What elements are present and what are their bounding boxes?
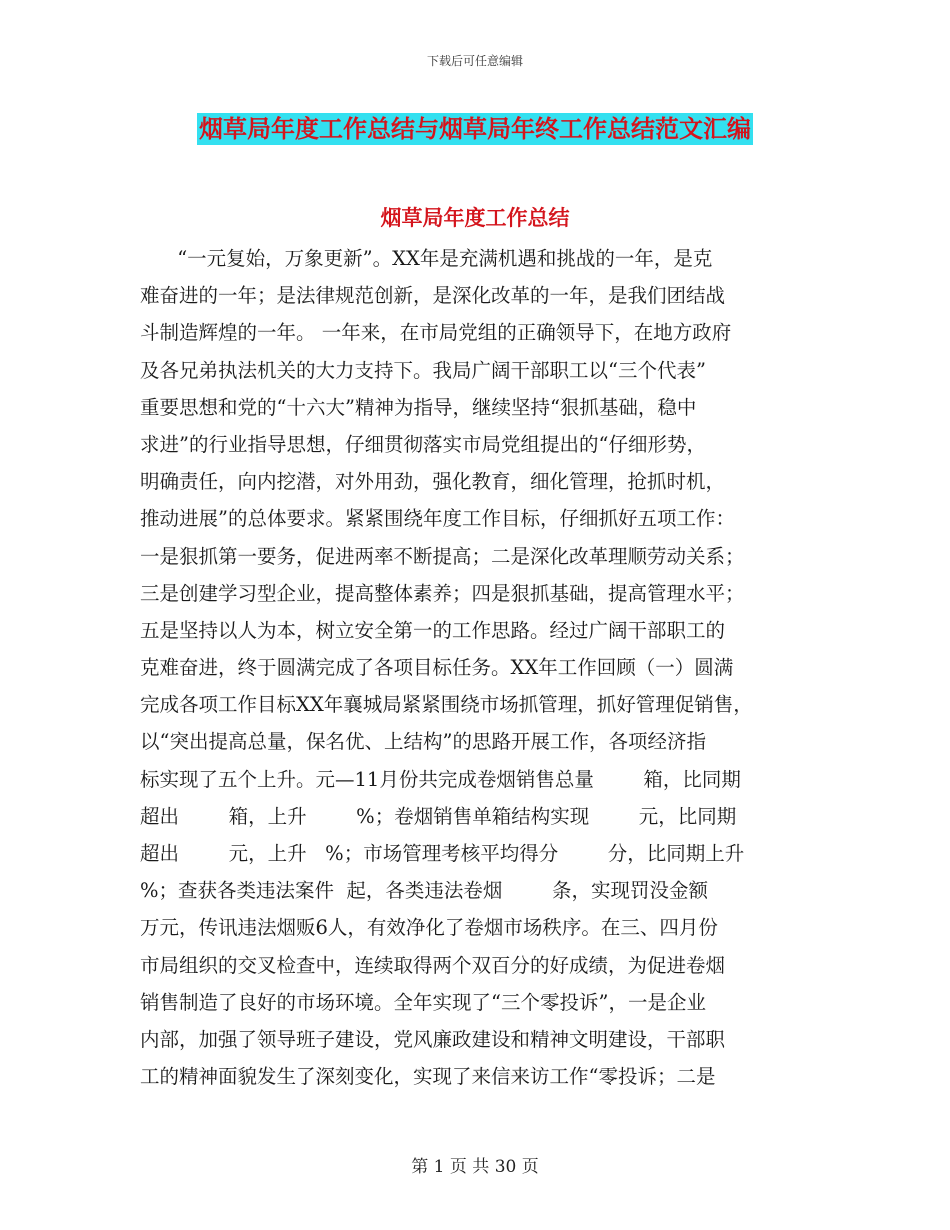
text-line: 完成各项工作目标XX年襄城局紧紧围绕市场抓管理，抓好管理促销售， (140, 693, 753, 717)
text-line: 三是创建学习型企业，提高整体素养；四是狠抓基础，提高管理水平； (140, 581, 745, 605)
text-line: 重要思想和党的“十六大”精神为指导，继续坚持“狠抓基础，稳中 (140, 395, 697, 419)
text-line: 超出 箱，上升 %；卷烟销售单箱结构实现 元，比同期 (140, 804, 737, 828)
text-line: 一是狠抓第一要务，促进两率不断提高；二是深化改革理顺劳动关系； (140, 544, 745, 568)
header-note: 下载后可任意编辑 (426, 54, 523, 68)
text-line: 难奋进的一年；是法律规范创新，是深化改革的一年，是我们团结战 (140, 284, 726, 308)
text-line: %；查获各类违法案件 起，各类违法卷烟 条，实现罚没金额 (140, 879, 709, 903)
text-line: 明确责任，向内挖潜，对外用劲，强化教育，细化管理，抢抓时机， (140, 470, 726, 494)
document-title-text: 烟草局年度工作总结与烟草局年终工作总结范文汇编 (199, 115, 751, 143)
text-line: 内部，加强了领导班子建设，党风廉政建设和精神文明建设，干部职 (140, 1027, 726, 1051)
text-line: 求进”的行业指导思想，仔细贯彻落实市局党组提出的“仔细形势， (140, 432, 706, 456)
text-line: 以“突出提高总量，保名优、上结构”的思路开展工作，各项经济指 (140, 730, 706, 754)
text-line: 万元，传讯违法烟贩6人，有效净化了卷烟市场秩序。在三、四月份 (140, 916, 718, 940)
text-line: 工的精神面貌发生了深刻变化，实现了来信来访工作“零投诉；二是 (140, 1065, 716, 1089)
section-title: 烟草局年度工作总结 (380, 206, 570, 230)
text-line: 推动进展”的总体要求。紧紧围绕年度工作目标，仔细抓好五项工作： (140, 507, 735, 531)
text-line: 及各兄弟执法机关的大力支持下。我局广阔干部职工以“三个代表” (140, 358, 706, 382)
text-line: “一元复始，万象更新”。XX年是充满机遇和挑战的一年，是克 (140, 247, 713, 270)
text-line: 斗制造辉煌的一年。 一年来，在市局党组的正确领导下，在地方政府 (140, 321, 732, 345)
text-line: 市局组织的交叉检查中，连续取得两个双百分的好成绩，为促进卷烟 (140, 953, 726, 977)
text-line: 超出 元，上升 %；市场管理考核平均得分 分，比同期上升 (140, 842, 745, 865)
document-title (0, 112, 950, 146)
page-footer: 第 1 页 共 30 页 (411, 1157, 539, 1177)
text-line: 标实现了五个上升。元—11月份共完成卷烟销售总量 箱，比同期 (140, 767, 741, 791)
text-line: 五是坚持以人为本，树立安全第一的工作思路。经过广阔干部职工的 (140, 618, 726, 642)
text-line: 销售制造了良好的市场环境。全年实现了“三个零投诉”，一是企业 (140, 990, 706, 1014)
text-line: 克难奋进，终于圆满完成了各项目标任务。XX年工作回顾（一）圆满 (140, 656, 734, 680)
body-text (140, 240, 812, 1095)
